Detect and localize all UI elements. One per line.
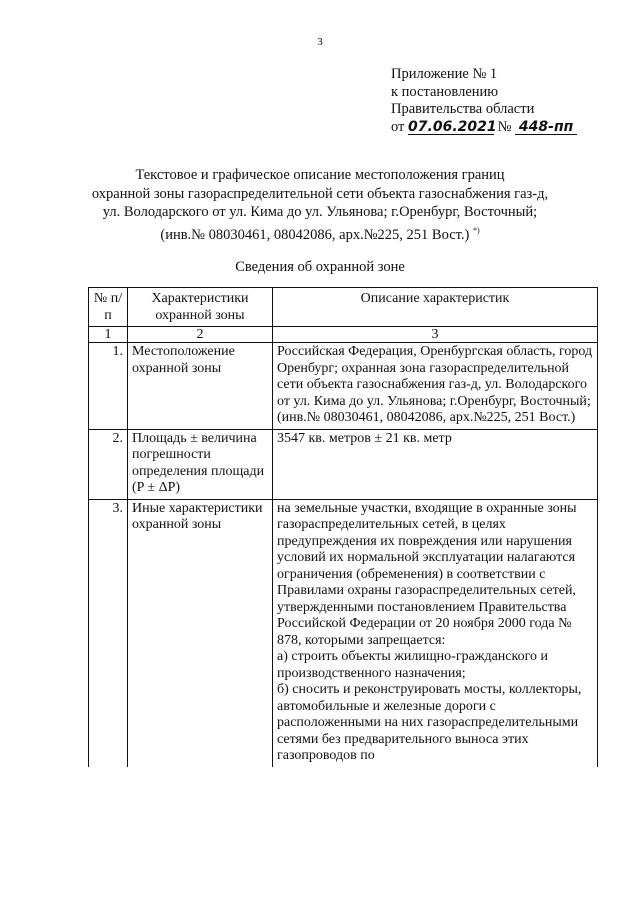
row-characteristic: Местоположение охранной зоны (128, 343, 273, 430)
handwritten-date: 07.06.2021 (408, 118, 497, 135)
table-header-row (89, 288, 598, 327)
row-description: Российская Федерация, Оренбургская область, город Оренбург; охранная зона газораспределительной сети объекта газоснабжения газ-д, ул. Володарского от ул. Кима до ул. Ульянова; г.Оренбург, Восточный; (инв.№ 08030461, 08042086, арх.№225, 251 Вост.) (273, 343, 598, 430)
row-characteristic: Иные характеристики охранной зоны (128, 499, 273, 767)
appendix-line-2: к постановлению (391, 83, 499, 100)
appendix-header (391, 66, 577, 136)
title-line-1: Текстовое и графическое описание местоположения границ (135, 167, 505, 183)
header-description: Описание характеристик (273, 288, 598, 327)
header-number: № п/п (89, 288, 128, 327)
row-number: 2. (89, 429, 128, 499)
row-description: 3547 кв. метров ± 21 кв. метр (273, 429, 598, 499)
protection-zone-table (88, 287, 598, 767)
row-number: 1. (89, 343, 128, 430)
number-prefix: № (497, 118, 512, 135)
index-cell-1: 1 (89, 327, 128, 343)
table-row (89, 499, 598, 767)
section-subtitle: Сведения об охранной зоне (235, 259, 405, 275)
title-line-3: ул. Володарского от ул. Кима до ул. Ульянова; г.Оренбург, Восточный; (102, 204, 538, 220)
row-characteristic: Площадь ± величина погрешности определения площади (P ± ΔP) (128, 429, 273, 499)
footnote-mark: *) (472, 225, 480, 235)
row-description: на земельные участки, входящие в охранные зоны газораспределительных сетей, в целях предупреждения их повреждения или нарушения условий их нормальной эксплуатации налагаются ограничения (обременения) в соответствии с Правилами охраны газораспределительных сетей, утвержденными постановлением Правительства Российской Федерации от 20 ноября 2000 года № 878, которыми запрещается: а) строить объекты жилищно-гражданского и производственного назначения; б) сносить и реконструировать мосты, коллекторы, автомобильные и железные дороги с расположенными на них газораспределительными сетями без предварительного выноса этих газопроводов по (273, 499, 598, 767)
table-row (89, 343, 598, 430)
page-number: 3 (317, 36, 323, 48)
row-number: 3. (89, 499, 128, 767)
index-cell-3: 3 (273, 327, 598, 343)
index-cell-2: 2 (128, 327, 273, 343)
date-prefix: от (391, 118, 405, 135)
handwritten-number: 448-пп (515, 120, 577, 135)
appendix-line-3: Правительства области (391, 101, 535, 117)
table-row (89, 429, 598, 499)
title-line-2: охранной зоны газораспределительной сети объекта газоснабжения газ-д, (91, 185, 549, 202)
appendix-line-1: Приложение № 1 (391, 66, 498, 82)
title-line-4-text: (инв.№ 08030461, 08042086, арх.№225, 251 Вост.) (160, 226, 470, 243)
appendix-date-line (391, 119, 577, 137)
document-title (60, 166, 580, 244)
header-characteristics: Характеристики охранной зоны (128, 288, 273, 327)
title-line-4 (60, 222, 580, 245)
table-index-row (89, 327, 598, 343)
